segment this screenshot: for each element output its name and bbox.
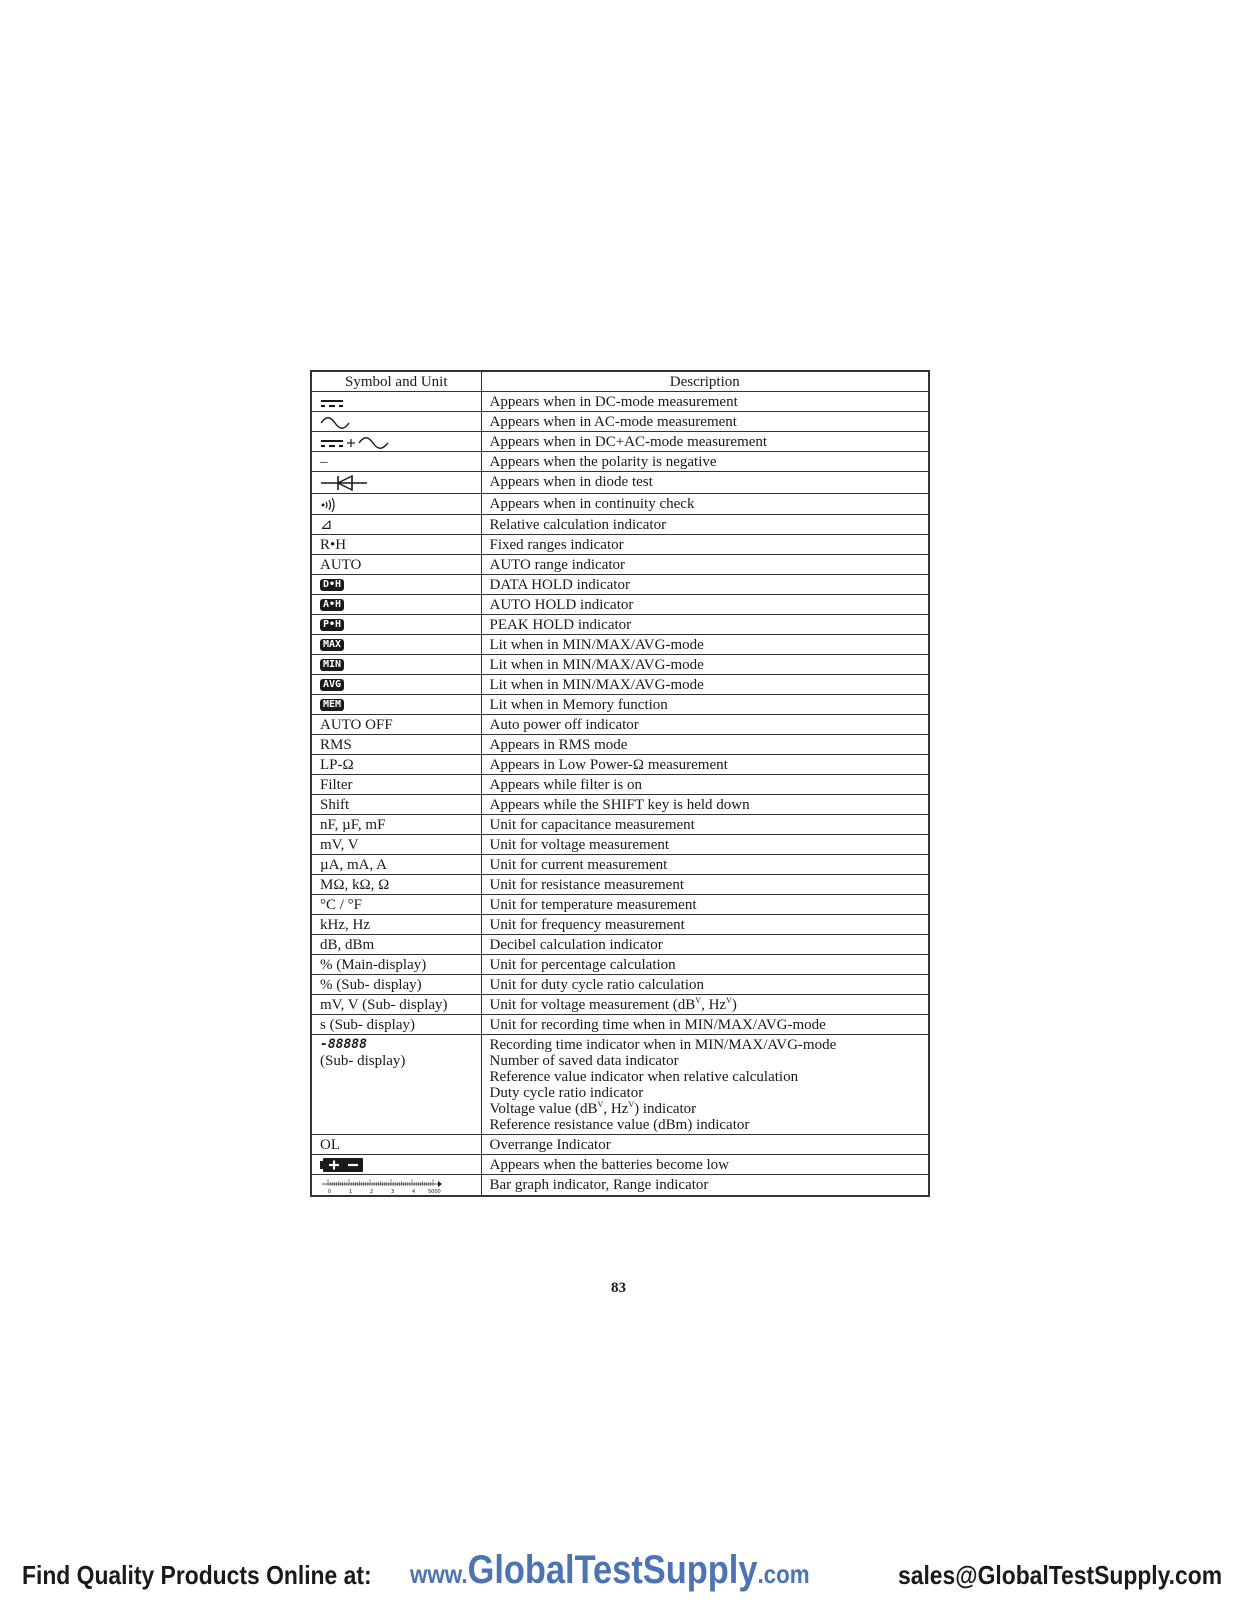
website-prefix: www.: [410, 1559, 468, 1589]
superscript: V: [628, 1099, 635, 1109]
table-row: [311, 794, 929, 814]
description-cell: Appears when in AC-mode measurement: [481, 412, 929, 432]
symbol-cell: °C / °F: [311, 894, 481, 914]
table-row: [311, 1154, 929, 1175]
auto-hold-icon: A•H: [320, 599, 344, 611]
symbol-cell: Filter: [311, 774, 481, 794]
description-text: Unit for voltage measurement (dB: [489, 996, 696, 1013]
footer: [0, 1548, 1237, 1598]
symbol-cell: [311, 1175, 481, 1196]
seven-segment-digits: -88888: [320, 1036, 367, 1052]
table-row: [311, 834, 929, 854]
symbol-cell: [311, 1154, 481, 1175]
description-cell: Unit for capacitance measurement: [481, 814, 929, 834]
table-row: [311, 974, 929, 994]
description-cell: Appears when in DC-mode measurement: [481, 392, 929, 412]
description-cell: Unit for frequency measurement: [481, 914, 929, 934]
symbol-cell: [311, 694, 481, 714]
table-row: [311, 494, 929, 515]
description-text: Voltage value (dB: [489, 1100, 598, 1117]
symbol-cell: % (Main-display): [311, 954, 481, 974]
description-line: Recording time indicator when in MIN/MAX/AVG-mode: [489, 1036, 837, 1053]
description-cell: Bar graph indicator, Range indicator: [481, 1175, 929, 1196]
table-row: [311, 734, 929, 754]
website-name: GlobalTestSupply: [467, 1548, 758, 1592]
bargraph-tick-label: 5000: [428, 1188, 441, 1194]
symbol-cell: [311, 432, 481, 452]
diode-icon: [320, 474, 368, 492]
continuity-icon: [320, 497, 336, 513]
description-cell: Appears while the SHIFT key is held down: [481, 794, 929, 814]
data-hold-icon: D•H: [320, 579, 344, 591]
bargraph-icon: [320, 1178, 442, 1194]
symbol-cell: % (Sub- display): [311, 974, 481, 994]
description-cell: Appears when the batteries become low: [481, 1154, 929, 1175]
footer-email-link[interactable]: sales@GlobalTestSupply.com: [898, 1560, 1223, 1590]
symbol-cell: kHz, Hz: [311, 914, 481, 934]
superscript: V: [597, 1099, 604, 1109]
table-row: [311, 994, 929, 1014]
footer-website-link[interactable]: [410, 1548, 810, 1593]
description-cell: Relative calculation indicator: [481, 514, 929, 534]
description-cell: Appears when the polarity is negative: [481, 452, 929, 472]
symbol-cell: –: [311, 452, 481, 472]
table-row: [311, 452, 929, 472]
description-text: ): [731, 996, 737, 1013]
bargraph-ticks: [328, 1179, 433, 1186]
footer-tagline: Find Quality Products Online at:: [22, 1560, 372, 1590]
symbol-cell: [311, 574, 481, 594]
page-number: 83: [611, 1280, 626, 1296]
min-icon: MIN: [320, 659, 344, 671]
symbol-table: [310, 370, 930, 1197]
ac-icon: [320, 417, 350, 429]
description-cell: AUTO range indicator: [481, 554, 929, 574]
description-cell: Unit for percentage calculation: [481, 954, 929, 974]
description-cell: Lit when in MIN/MAX/AVG-mode: [481, 634, 929, 654]
table-row: [311, 754, 929, 774]
website-tld: .com: [757, 1559, 810, 1589]
table-row: [311, 654, 929, 674]
bargraph-tick-label: 3: [391, 1188, 395, 1194]
table-row: [311, 894, 929, 914]
symbol-caption: (Sub- display): [320, 1052, 406, 1069]
table-row: [311, 674, 929, 694]
table-row: [311, 874, 929, 894]
battery-icon: [320, 1157, 364, 1173]
description-cell: Auto power off indicator: [481, 714, 929, 734]
description-line: Reference value indicator when relative calculation: [489, 1068, 799, 1085]
mem-icon: MEM: [320, 699, 344, 711]
description-cell: Overrange Indicator: [481, 1134, 929, 1154]
description-line: Number of saved data indicator: [489, 1052, 679, 1069]
description-cell: Appears in Low Power-Ω measurement: [481, 754, 929, 774]
symbol-cell: mV, V: [311, 834, 481, 854]
description-cell: Appears while filter is on: [481, 774, 929, 794]
dc-icon: [320, 398, 344, 408]
table-row: [311, 714, 929, 734]
description-text: ) indicator: [634, 1100, 697, 1117]
description-cell: Appears when in DC+AC-mode measurement: [481, 432, 929, 452]
symbol-cell: [311, 634, 481, 654]
table-row: [311, 412, 929, 432]
bargraph-tick-label: 2: [370, 1188, 374, 1194]
description-line: Reference resistance value (dBm) indicator: [489, 1116, 750, 1133]
superscript: V: [726, 995, 732, 1005]
description-cell: Appears when in continuity check: [481, 494, 929, 515]
description-text: , Hz: [603, 1100, 629, 1117]
bargraph-tick-label: 0: [328, 1188, 332, 1194]
symbol-cell: AUTO: [311, 554, 481, 574]
bargraph-tick-label: 4: [412, 1188, 416, 1194]
table-row: [311, 774, 929, 794]
table-row: [311, 534, 929, 554]
symbol-cell: mV, V (Sub- display): [311, 994, 481, 1014]
description-cell: Unit for voltage measurement: [481, 834, 929, 854]
table-row: [311, 694, 929, 714]
symbol-cell: [311, 494, 481, 515]
symbol-cell: [311, 654, 481, 674]
description-cell: [481, 994, 929, 1014]
table-row: [311, 1175, 929, 1196]
description-cell: Lit when in MIN/MAX/AVG-mode: [481, 654, 929, 674]
symbol-cell: OL: [311, 1134, 481, 1154]
symbol-cell: ⊿: [311, 514, 481, 534]
peak-hold-icon: P•H: [320, 619, 344, 631]
description-cell: Unit for recording time when in MIN/MAX/AVG-mode: [481, 1014, 929, 1034]
description-cell: Fixed ranges indicator: [481, 534, 929, 554]
table-row-multiline: [311, 1034, 929, 1134]
table-row: [311, 814, 929, 834]
table-row: [311, 934, 929, 954]
symbol-cell: R•H: [311, 534, 481, 554]
avg-icon: AVG: [320, 679, 344, 691]
header-symbol: Symbol and Unit: [311, 371, 481, 392]
table-row: [311, 472, 929, 494]
symbol-cell: RMS: [311, 734, 481, 754]
symbol-cell: [311, 472, 481, 494]
table-row: [311, 392, 929, 412]
symbol-cell: AUTO OFF: [311, 714, 481, 734]
symbol-cell: [311, 392, 481, 412]
table-row: [311, 1014, 929, 1034]
table-row: [311, 954, 929, 974]
table-row: [311, 432, 929, 452]
description-cell: PEAK HOLD indicator: [481, 614, 929, 634]
table-row: [311, 594, 929, 614]
description-cell: Unit for temperature measurement: [481, 894, 929, 914]
description-cell: [481, 1034, 929, 1134]
table-row: [311, 634, 929, 654]
table-row: [311, 514, 929, 534]
table-row: [311, 1134, 929, 1154]
bargraph-tick-label: 1: [349, 1188, 353, 1194]
symbol-cell: s (Sub- display): [311, 1014, 481, 1034]
description-cell: Lit when in MIN/MAX/AVG-mode: [481, 674, 929, 694]
description-cell: Unit for resistance measurement: [481, 874, 929, 894]
symbol-cell: [311, 412, 481, 432]
description-cell: Lit when in Memory function: [481, 694, 929, 714]
max-icon: MAX: [320, 639, 344, 651]
table-row: [311, 574, 929, 594]
symbol-cell: µA, mA, A: [311, 854, 481, 874]
superscript: V: [695, 995, 702, 1005]
description-line: [490, 1101, 921, 1117]
symbol-cell: LP-Ω: [311, 754, 481, 774]
description-cell: Decibel calculation indicator: [481, 934, 929, 954]
table-row: [311, 854, 929, 874]
symbol-cell: nF, µF, mF: [311, 814, 481, 834]
description-cell: AUTO HOLD indicator: [481, 594, 929, 614]
description-line: Duty cycle ratio indicator: [489, 1084, 644, 1101]
header-description: Description: [481, 371, 929, 392]
description-cell: Unit for current measurement: [481, 854, 929, 874]
table-row: [311, 554, 929, 574]
table-row: [311, 914, 929, 934]
symbol-cell: [311, 674, 481, 694]
symbol-cell: Shift: [311, 794, 481, 814]
description-cell: Unit for duty cycle ratio calculation: [481, 974, 929, 994]
symbol-cell: [311, 594, 481, 614]
description-cell: Appears when in diode test: [481, 472, 929, 494]
symbol-cell: dB, dBm: [311, 934, 481, 954]
description-text: , Hz: [701, 996, 727, 1013]
description-cell: Appears in RMS mode: [481, 734, 929, 754]
symbol-cell: [311, 614, 481, 634]
dc-plus-ac-icon: [320, 437, 390, 449]
table-header-row: [311, 371, 929, 392]
table-row: [311, 614, 929, 634]
symbol-cell: MΩ, kΩ, Ω: [311, 874, 481, 894]
description-cell: DATA HOLD indicator: [481, 574, 929, 594]
symbol-cell: [311, 1034, 481, 1134]
